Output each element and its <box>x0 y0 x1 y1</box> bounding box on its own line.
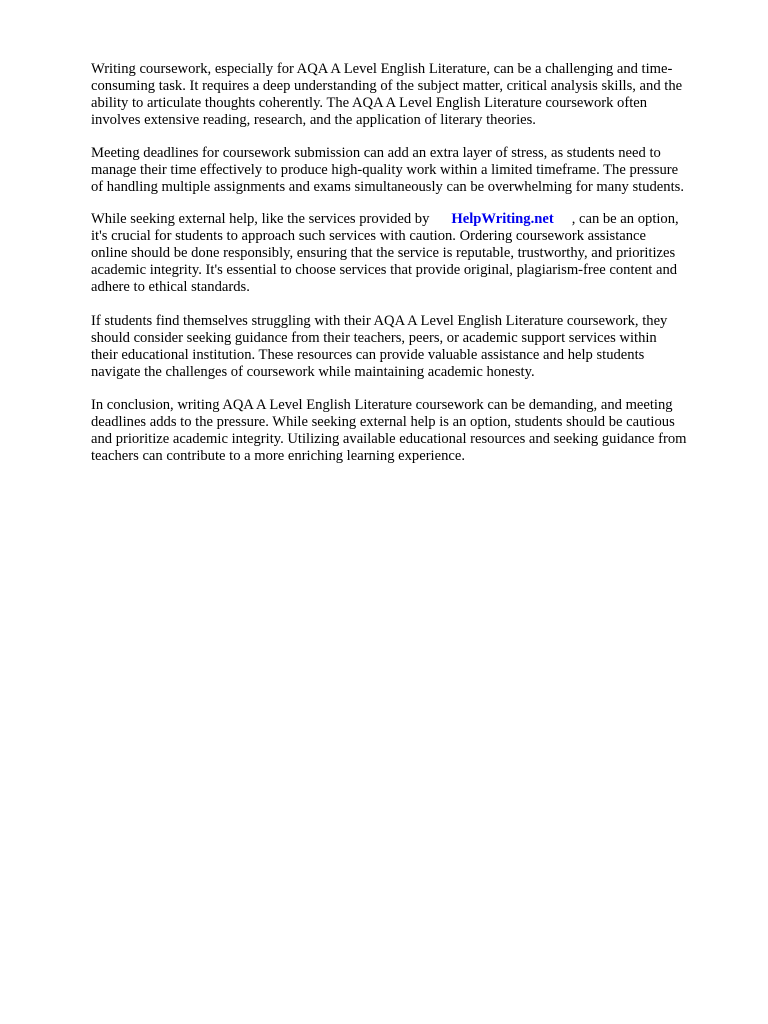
paragraph-line: and prioritize academic integrity. Utilizing available educational resources and seeking guidance from <box>91 431 687 447</box>
paragraph-line: In conclusion, writing AQA A Level English Literature coursework can be demanding, and meeting <box>91 397 673 413</box>
paragraph-line: manage their time effectively to produce high-quality work within a limited timeframe. The pressure <box>91 162 679 178</box>
paragraph-line: ability to articulate thoughts coherently. The AQA A Level English Literature coursework often <box>91 95 648 111</box>
paragraph-3 <box>91 211 731 296</box>
paragraph-line: academic integrity. It's essential to choose services that provide original, plagiarism-free content and <box>91 262 678 278</box>
paragraph-line: their educational institution. These resources can provide valuable assistance and help students <box>91 347 645 363</box>
line-text-after-link: , can be an option, <box>571 211 679 227</box>
paragraph-line: it's crucial for students to approach such services with caution. Ordering coursework assistance <box>91 228 646 244</box>
paragraph-4 <box>91 313 731 381</box>
helpwriting-link[interactable]: HelpWriting.net <box>451 211 554 227</box>
paragraph-line: adhere to ethical standards. <box>91 279 250 295</box>
paragraph-1 <box>91 61 731 129</box>
paragraph-line: navigate the challenges of coursework while maintaining academic honesty. <box>91 364 535 380</box>
paragraph-line: Writing coursework, especially for AQA A Level English Literature, can be a challenging and time- <box>91 61 673 77</box>
line-text-before-link: While seeking external help, like the services provided by <box>91 211 430 227</box>
paragraph-line: of handling multiple assignments and exams simultaneously can be overwhelming for many students. <box>91 179 684 195</box>
paragraph-line: If students find themselves struggling with their AQA A Level English Literature coursework, they <box>91 313 668 329</box>
paragraph-2 <box>91 145 731 196</box>
paragraph-line: teachers can contribute to a more enriching learning experience. <box>91 448 465 464</box>
paragraph-line-with-link <box>91 211 731 228</box>
paragraph-5 <box>91 397 731 465</box>
paragraph-line: Meeting deadlines for coursework submission can add an extra layer of stress, as students need to <box>91 145 661 161</box>
paragraph-line: should consider seeking guidance from their teachers, peers, or academic support services within <box>91 330 657 346</box>
paragraph-line: consuming task. It requires a deep understanding of the subject matter, critical analysis skills, and the <box>91 78 683 94</box>
paragraph-line: involves extensive reading, research, and the application of literary theories. <box>91 112 536 128</box>
paragraph-line: online should be done responsibly, ensuring that the service is reputable, trustworthy, and prioritizes <box>91 245 676 261</box>
paragraph-line: deadlines adds to the pressure. While seeking external help is an option, students should be cautious <box>91 414 675 430</box>
